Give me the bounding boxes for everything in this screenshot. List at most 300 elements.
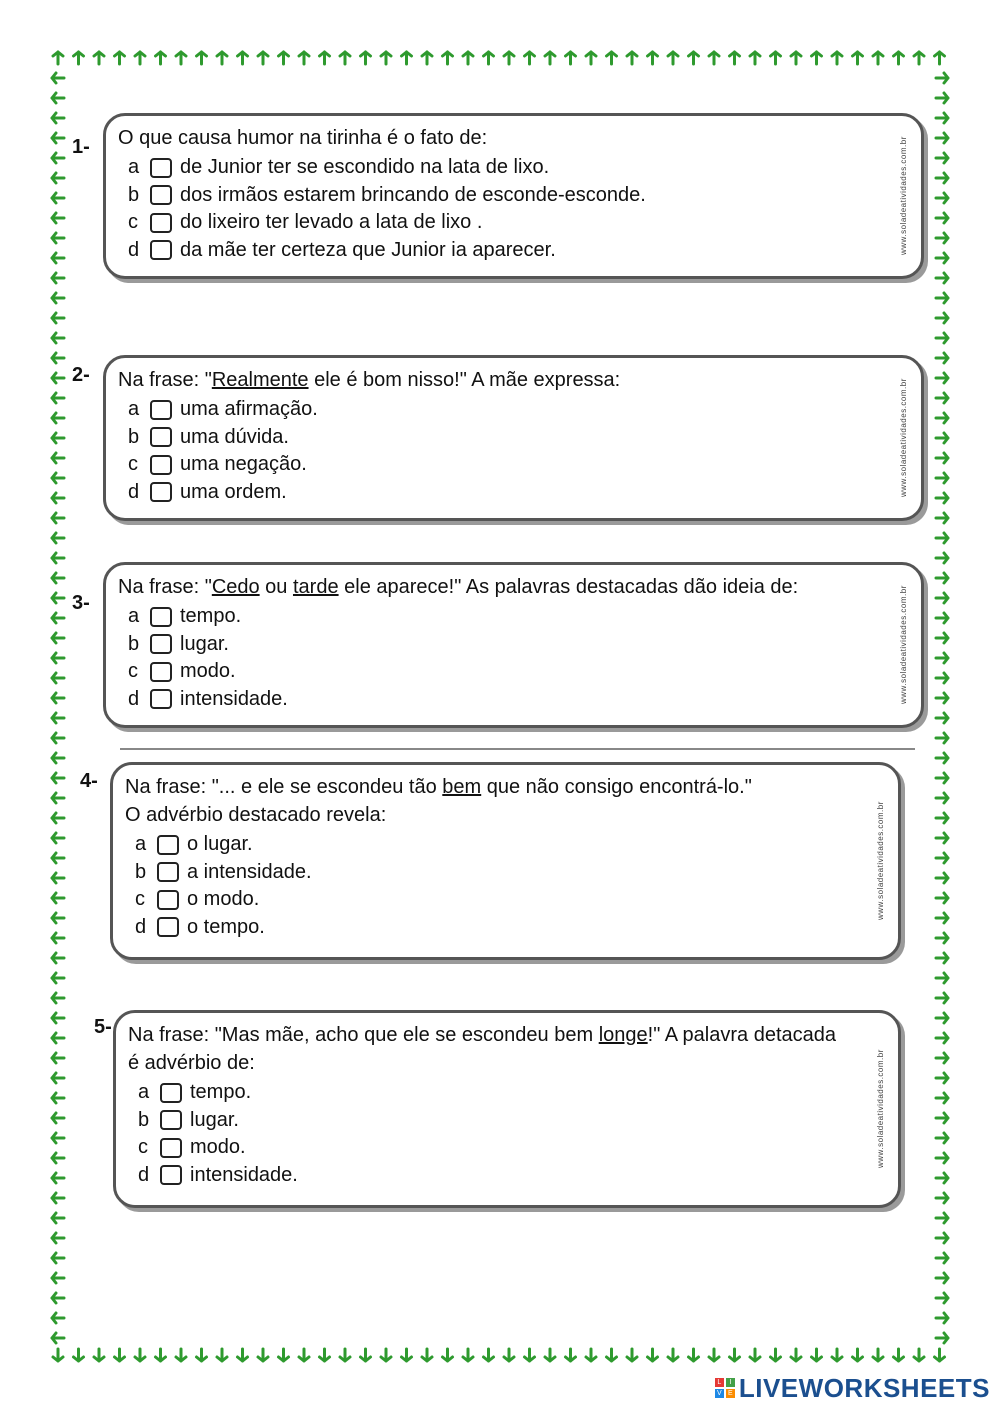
vine-leaf [52,513,64,523]
vine-leaf [936,553,948,563]
question-number: 1- [72,136,90,158]
option-text: tempo. [180,605,242,628]
vine-leaf [936,213,948,223]
side-watermark: www.soladeatividades.com.br [899,378,908,498]
vine-leaf [52,1093,64,1103]
answer-checkbox[interactable] [150,213,172,233]
vine-leaf [53,52,63,64]
vine-leaf [914,52,924,64]
vine-leaf [771,52,781,64]
vine-leaf [52,113,64,123]
vine-leaf [197,1349,207,1361]
vine-leaf [402,52,412,64]
option-letter: c [128,453,138,476]
vine-leaf [52,333,64,343]
option-text: tempo. [190,1081,252,1104]
vine-leaf [340,52,350,64]
option-text: modo. [190,1136,246,1159]
vine-leaf [936,493,948,503]
vine-leaf [936,1193,948,1203]
option-c [128,658,288,686]
vine-leaf [52,453,64,463]
vine-leaf [115,52,125,64]
vine-leaf [936,1113,948,1123]
option-letter: c [128,211,138,234]
vine-leaf [566,52,576,64]
vine-leaf [52,133,64,143]
vine-leaf [566,1349,576,1361]
vine-leaf [52,773,64,783]
vine-leaf [936,413,948,423]
question-number: 5- [94,1016,112,1038]
prompt-fragment: ou [259,576,293,598]
vine-leaf [936,833,948,843]
vine-leaf [936,873,948,883]
vine-leaf [484,52,494,64]
vine-leaf [936,1033,948,1043]
option-c [128,209,646,237]
vine-leaf [52,593,64,603]
vine-leaf [525,1349,535,1361]
vine-leaf [53,1349,63,1361]
answer-checkbox[interactable] [157,835,179,855]
vine-leaf [52,273,64,283]
vine-leaf [52,833,64,843]
vine-leaf [936,153,948,163]
option-text: da mãe ter certeza que Junior ia aparecer. [180,238,556,261]
vine-leaf [936,1053,948,1063]
vine-leaf [52,933,64,943]
vine-leaf [381,1349,391,1361]
vine-leaf [52,173,64,183]
vine-leaf [52,1073,64,1083]
vine-leaf [936,73,948,83]
vine-leaf [52,1033,64,1043]
vine-leaf [299,52,309,64]
vine-leaf [873,1349,883,1361]
prompt-fragment: Na frase: " [118,369,212,391]
vine-leaf [320,1349,330,1361]
vine-leaf [936,613,948,623]
vine-leaf [52,1313,64,1323]
side-watermark: www.soladeatividades.com.br [899,136,908,256]
vine-leaf [463,52,473,64]
vine-leaf [52,433,64,443]
option-a [128,396,318,424]
vine-leaf [52,293,64,303]
vine-leaf [52,633,64,643]
vine-leaf [936,973,948,983]
option-d [128,237,646,265]
highlighted-word: tarde [292,576,339,598]
vine-leaf [936,433,948,443]
option-text: lugar. [180,632,229,655]
answer-checkbox[interactable] [150,634,172,654]
vine-leaf [607,1349,617,1361]
vine-leaf [936,753,948,763]
vine-leaf [607,52,617,64]
answer-checkbox[interactable] [157,862,179,882]
option-text: uma negação. [180,453,307,476]
vine-leaf [52,253,64,263]
option-text: o lugar. [187,833,253,856]
question-box-4 [110,762,901,960]
option-text: uma afirmação. [180,398,318,421]
vine-leaf [52,673,64,683]
side-watermark: www.soladeatividades.com.br [876,801,885,921]
option-text: uma dúvida. [180,425,289,448]
answer-checkbox[interactable] [160,1138,182,1158]
question-prompt-line2: é advérbio de: [128,1052,255,1074]
vine-leaf [936,473,948,483]
vine-leaf [52,373,64,383]
vine-leaf [52,233,64,243]
vine-leaf [709,1349,719,1361]
question-box-2 [103,355,924,521]
vine-leaf [936,593,948,603]
vine-leaf [422,52,432,64]
option-text: intensidade. [190,1163,298,1186]
vine-leaf [52,533,64,543]
vine-leaf [936,693,948,703]
vine-leaf [525,52,535,64]
vine-leaf [52,1333,64,1343]
vine-leaf [238,52,248,64]
answer-checkbox[interactable] [150,689,172,709]
vine-leaf [52,873,64,883]
option-a [128,603,288,631]
vine-leaf [52,493,64,503]
option-letter: a [128,156,140,179]
vine-leaf [648,1349,658,1361]
option-letter: d [128,238,140,261]
prompt-fragment: Na frase: "Mas mãe, acho que ele se escondeu bem [128,1024,599,1046]
liveworksheets-logo [715,1371,990,1405]
answer-checkbox[interactable] [160,1110,182,1130]
vine-leaf [936,1013,948,1023]
brand-name: LIVEWORKSHEETS [738,1372,990,1403]
vine-leaf [52,913,64,923]
vine-leaf [52,1133,64,1143]
option-text: o modo. [187,888,260,911]
vine-leaf [52,393,64,403]
vine-leaf [52,193,64,203]
vine-leaf [52,973,64,983]
option-letter: a [138,1081,150,1104]
vine-leaf [936,1273,948,1283]
vine-leaf [894,52,904,64]
vine-leaf [936,173,948,183]
vine-leaf [936,953,948,963]
vine-leaf [936,773,948,783]
vine-leaf [545,52,555,64]
option-letter: b [135,860,147,883]
vine-leaf [94,1349,104,1361]
vine-leaf [586,52,596,64]
option-text: de Junior ter se escondido na lata de lixo. [180,156,550,179]
vine-leaf [936,1093,948,1103]
prompt-fragment: !" A palavra detacada [647,1024,836,1046]
option-text: do lixeiro ter levado a lata de lixo . [180,211,483,234]
vine-leaf [52,1053,64,1063]
option-b [128,631,288,659]
vine-leaf [52,1213,64,1223]
answer-options [135,831,312,941]
answer-checkbox[interactable] [160,1083,182,1103]
option-letter: d [128,687,140,710]
question-prompt [118,366,881,394]
prompt-fragment: ele aparece!" As palavras destacadas dão ideia de: [338,576,799,598]
option-letter: c [135,888,145,911]
vine-leaf [52,73,64,83]
option-letter: d [135,915,147,938]
question-prompt [125,773,858,801]
vine-leaf [52,853,64,863]
vine-leaf [750,1349,760,1361]
vine-leaf [381,52,391,64]
highlighted-word: bem [442,776,482,798]
vine-leaf [853,1349,863,1361]
option-c [135,886,312,914]
highlighted-word: Realmente [211,369,309,391]
prompt-fragment: ele é bom nisso!" A mãe expressa: [308,369,621,391]
option-a [138,1079,298,1107]
vine-leaf [627,1349,637,1361]
vine-leaf [176,1349,186,1361]
vine-leaf [320,52,330,64]
vine-leaf [238,1349,248,1361]
vine-leaf [936,793,948,803]
answer-options [128,603,288,713]
vine-leaf [52,733,64,743]
option-text: lugar. [190,1108,239,1131]
option-letter: b [128,183,140,206]
vine-leaf [52,1193,64,1203]
vine-leaf [586,1349,596,1361]
vine-leaf [52,893,64,903]
question-number: 4- [80,770,98,792]
option-letter: d [128,480,140,503]
vine-leaf [52,693,64,703]
vine-leaf [832,1349,842,1361]
prompt-fragment: que não consigo encontrá-lo." [481,776,752,798]
question-box-5 [113,1010,901,1208]
vine-leaf [627,52,637,64]
vine-leaf [936,1133,948,1143]
question-prompt [128,1021,858,1049]
answer-checkbox[interactable] [150,240,172,260]
vine-leaf [279,52,289,64]
option-text: modo. [180,660,236,683]
vine-leaf [936,513,948,523]
vine-leaf [217,52,227,64]
vine-leaf [689,1349,699,1361]
vine-leaf [730,52,740,64]
vine-leaf [936,673,948,683]
answer-options [128,154,646,264]
vine-leaf [52,1293,64,1303]
vine-leaf [791,52,801,64]
vine-leaf [52,1153,64,1163]
vine-leaf [52,1173,64,1183]
vine-leaf [443,52,453,64]
vine-leaf [463,1349,473,1361]
vine-leaf [853,52,863,64]
answer-checkbox[interactable] [150,158,172,178]
option-d [135,914,312,942]
vine-leaf [299,1349,309,1361]
answer-checkbox[interactable] [150,607,172,627]
question-prompt [118,124,881,152]
vine-leaf [936,713,948,723]
vine-leaf [52,1013,64,1023]
vine-leaf [936,1173,948,1183]
vine-leaf [52,213,64,223]
vine-leaf [750,52,760,64]
option-d [128,686,288,714]
vine-leaf [936,313,948,323]
vine-leaf [402,1349,412,1361]
option-a [128,154,646,182]
answer-checkbox[interactable] [150,482,172,502]
vine-leaf [936,1233,948,1243]
divider-line [120,748,915,750]
answer-checkbox[interactable] [157,917,179,937]
vine-leaf [52,713,64,723]
vine-leaf [443,1349,453,1361]
answer-checkbox[interactable] [150,455,172,475]
answer-checkbox[interactable] [150,400,172,420]
vine-leaf [52,153,64,163]
prompt-fragment: Na frase: "... e ele se escondeu tão [125,776,443,798]
option-text: dos irmãos estarem brincando de esconde-esconde. [180,183,646,206]
vine-leaf [935,1349,945,1361]
vine-leaf [936,633,948,643]
question-number: 3- [72,592,90,614]
option-letter: a [135,833,147,856]
answer-options [128,396,318,506]
vine-leaf [135,1349,145,1361]
logo-icon: L I V E [715,1378,735,1398]
vine-leaf [935,52,945,64]
vine-leaf [197,52,207,64]
vine-leaf [648,52,658,64]
vine-leaf [52,413,64,423]
option-c [128,451,318,479]
side-watermark: www.soladeatividades.com.br [876,1049,885,1169]
prompt-fragment: Na frase: " [118,576,212,598]
question-box-1 [103,113,924,279]
highlighted-word: Cedo [211,576,260,598]
option-text: uma ordem. [180,480,287,503]
vine-leaf [668,52,678,64]
vine-leaf [74,52,84,64]
option-c [138,1134,298,1162]
vine-leaf [52,613,64,623]
vine-leaf [936,393,948,403]
vine-leaf [279,1349,289,1361]
vine-leaf [52,1233,64,1243]
option-text: a intensidade. [187,860,312,883]
option-d [138,1162,298,1190]
highlighted-word: longe [598,1024,648,1046]
option-letter: b [128,425,140,448]
option-letter: b [128,632,140,655]
vine-leaf [914,1349,924,1361]
vine-leaf [936,993,948,1003]
answer-checkbox[interactable] [150,662,172,682]
vine-leaf [812,52,822,64]
option-letter: b [138,1108,150,1131]
vine-leaf [709,52,719,64]
option-d [128,479,318,507]
answer-checkbox[interactable] [157,890,179,910]
vine-leaf [52,753,64,763]
answer-checkbox[interactable] [150,427,172,447]
vine-leaf [936,533,948,543]
vine-leaf [936,573,948,583]
option-b [135,859,312,887]
vine-leaf [135,52,145,64]
vine-leaf [936,1213,948,1223]
option-b [138,1107,298,1135]
vine-leaf [832,52,842,64]
vine-leaf [94,52,104,64]
vine-leaf [936,853,948,863]
vine-leaf [936,893,948,903]
vine-leaf [771,1349,781,1361]
option-letter: c [128,660,138,683]
vine-leaf [52,1273,64,1283]
answer-checkbox[interactable] [160,1165,182,1185]
vine-leaf [791,1349,801,1361]
vine-leaf [936,1253,948,1263]
vine-leaf [812,1349,822,1361]
option-a [135,831,312,859]
vine-leaf [936,913,948,923]
answer-checkbox[interactable] [150,185,172,205]
vine-leaf [217,1349,227,1361]
option-letter: a [128,605,140,628]
vine-leaf [52,793,64,803]
vine-leaf [52,553,64,563]
vine-leaf [52,653,64,663]
vine-leaf [504,52,514,64]
vine-leaf [936,133,948,143]
vine-leaf [52,813,64,823]
option-text: intensidade. [180,687,288,710]
option-letter: c [138,1136,148,1159]
question-box-3 [103,562,924,728]
vine-leaf [936,253,948,263]
vine-leaf [52,473,64,483]
vine-leaf [361,1349,371,1361]
vine-leaf [422,1349,432,1361]
vine-leaf [115,1349,125,1361]
vine-leaf [545,1349,555,1361]
question-number: 2- [72,364,90,386]
vine-leaf [340,1349,350,1361]
option-text: o tempo. [187,915,265,938]
vine-leaf [504,1349,514,1361]
vine-leaf [936,1313,948,1323]
vine-leaf [936,1293,948,1303]
vine-leaf [258,52,268,64]
vine-leaf [936,193,948,203]
vine-leaf [936,93,948,103]
vine-leaf [936,333,948,343]
vine-leaf [936,653,948,663]
